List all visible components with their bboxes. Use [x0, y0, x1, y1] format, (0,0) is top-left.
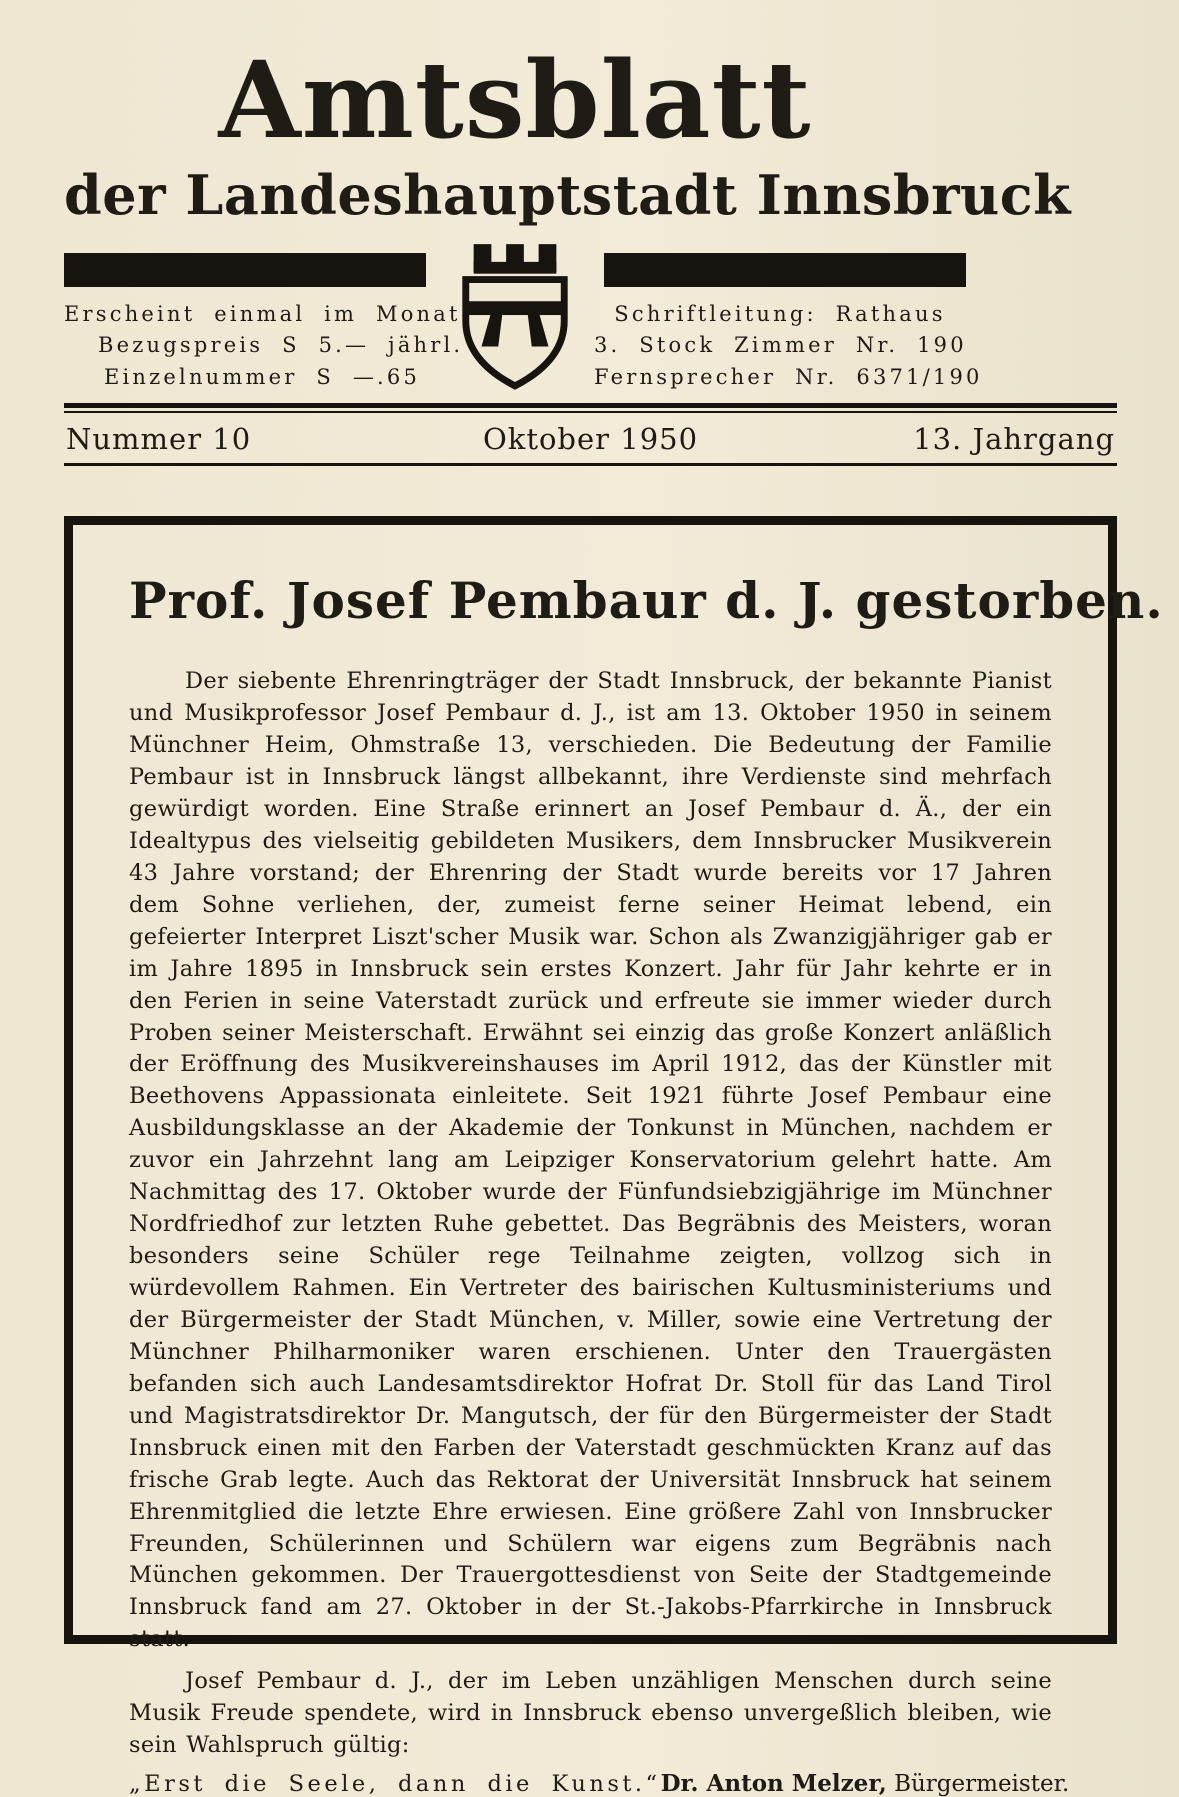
article-signature: [661, 1770, 1070, 1797]
publication-info-line: Erscheint einmal im Monat: [64, 301, 461, 326]
article-quote: „Erst die Seele, dann die Kunst.“: [129, 1771, 661, 1797]
masthead-bar-left: [64, 253, 426, 287]
masthead-bar-right: [604, 253, 966, 287]
divider-double-rule: [64, 403, 1117, 413]
signature-role: Bürgermeister.: [886, 1771, 1070, 1797]
masthead-bar-row: [64, 253, 966, 287]
divider-single-rule: [64, 463, 1117, 466]
publication-info-line: Schriftleitung: Rathaus: [614, 301, 946, 326]
masthead-subtitle: der Landeshauptstadt Innsbruck: [64, 162, 1072, 227]
issue-date: Oktober 1950: [482, 422, 699, 457]
article-box: [64, 516, 1164, 1797]
innsbruck-coat-of-arms-icon: [451, 241, 579, 393]
issue-line: [64, 413, 1117, 463]
masthead-title: Amtsblatt: [218, 37, 812, 162]
publication-info-right: [594, 299, 983, 394]
article-quote-row: [129, 1770, 1070, 1797]
publication-info-line: Bezugspreis S 5.— jährl.: [98, 333, 464, 358]
publication-info-left: [64, 299, 464, 394]
masthead: [64, 37, 1072, 393]
signature-name: Dr. Anton Melzer,: [660, 1770, 887, 1797]
publication-info-line: 3. Stock Zimmer Nr. 190: [594, 333, 967, 358]
article-paragraph: Der siebente Ehrenringträger der Stadt Innsbruck, der bekannte Pianist und Musikprofessor Josef Pembaur d. J., ist am 13. Oktober 1950 in seinem Münchner Heim, Ohmstraße 13, verschieden. Die Bedeutung der Familie Pembaur ist in Innsbruck längst allbekannt, ihre Verdienste sind mehrfach gewürdigt worden. Eine Straße erinnert an Josef Pembaur d. Ä., der ein Idealtypus des vielseitig gebildeten Musikers, dem Innsbrucker Musikverein 43 Jahre vorstand; der Ehrenring der Stadt wurde bereits vor 17 Jahren dem Sohne verliehen, der, zumeist ferne seiner Heimat lebend, ein gefeierter Interpret Liszt'scher Musik war. Schon als Zwanzigjähriger gab er im Jahre 1895 in Innsbruck sein erstes Konzert. Jahr für Jahr kehrte er in den Ferien in seine Vaterstadt zurück und erfreute sie immer wieder durch Proben seiner Meisterschaft. Erwähnt sei einzig das große Konzert anläßlich der Eröffnung des Musikvereinshauses im April 1912, das der Künstler mit Beethovens Appassionata einleitete. Seit 1921 führte Josef Pembaur eine Ausbildungsklasse an der Akademie der Tonkunst in München, nachdem er zuvor ein Jahrzehnt lang am Leipziger Konservatorium gelehrt hatte. Am Nachmittag des 17. Oktober wurde der Fünfundsiebzigjährige im Münchner Nordfriedhof zur letzten Ruhe gebettet. Das Begräbnis des Meisters, woran besonders seine Schüler rege Teilnahme zeigten, vollzog sich in würdevollem Rahmen. Ein Vertreter des bairischen Kultusministeriums und der Bürgermeister der Stadt München, v. Miller, sowie eine Vertretung der Münchner Philharmoniker waren erschienen. Unter den Trauergästen befanden sich auch Landesamtsdirektor Hofrat Dr. Stoll für das Land Tirol und Magistratsdirektor Dr. Mangutsch, der für den Bürgermeister der Stadt Innsbruck einen mit den Farben der Vaterstadt geschmückten Kranz auf das frische Grab legte. Auch das Rektorat der Universität Innsbruck hat seinem Ehrenmitglied die letzte Ehre erwiesen. Eine größere Zahl von Innsbrucker Freunden, Schülerinnen und Schülern war eigens zum Begräbnis nach München gekommen. Der Trauergottesdienst von Seite der Stadtgemeinde Innsbruck fand am 27. Oktober in der St.-Jakobs-Pfarrkirche in Innsbruck statt.: [129, 668, 1052, 1653]
article-body: [129, 666, 1052, 1762]
publication-info-line: Einzelnummer S —.65: [103, 364, 421, 389]
issue-volume: 13. Jahrgang: [913, 422, 1116, 457]
publication-info-line: Fernsprecher Nr. 6371/190: [594, 364, 983, 389]
issue-number: Nummer 10: [66, 422, 252, 457]
article-headline: Prof. Josef Pembaur d. J. gestorben.: [129, 571, 1164, 631]
article-paragraph: Josef Pembaur d. J., der im Leben unzähligen Menschen durch seine Musik Freude spendete, wird in Innsbruck ebenso unvergeßlich bleiben, wie sein Wahlspruch gültig:: [129, 1668, 1052, 1759]
